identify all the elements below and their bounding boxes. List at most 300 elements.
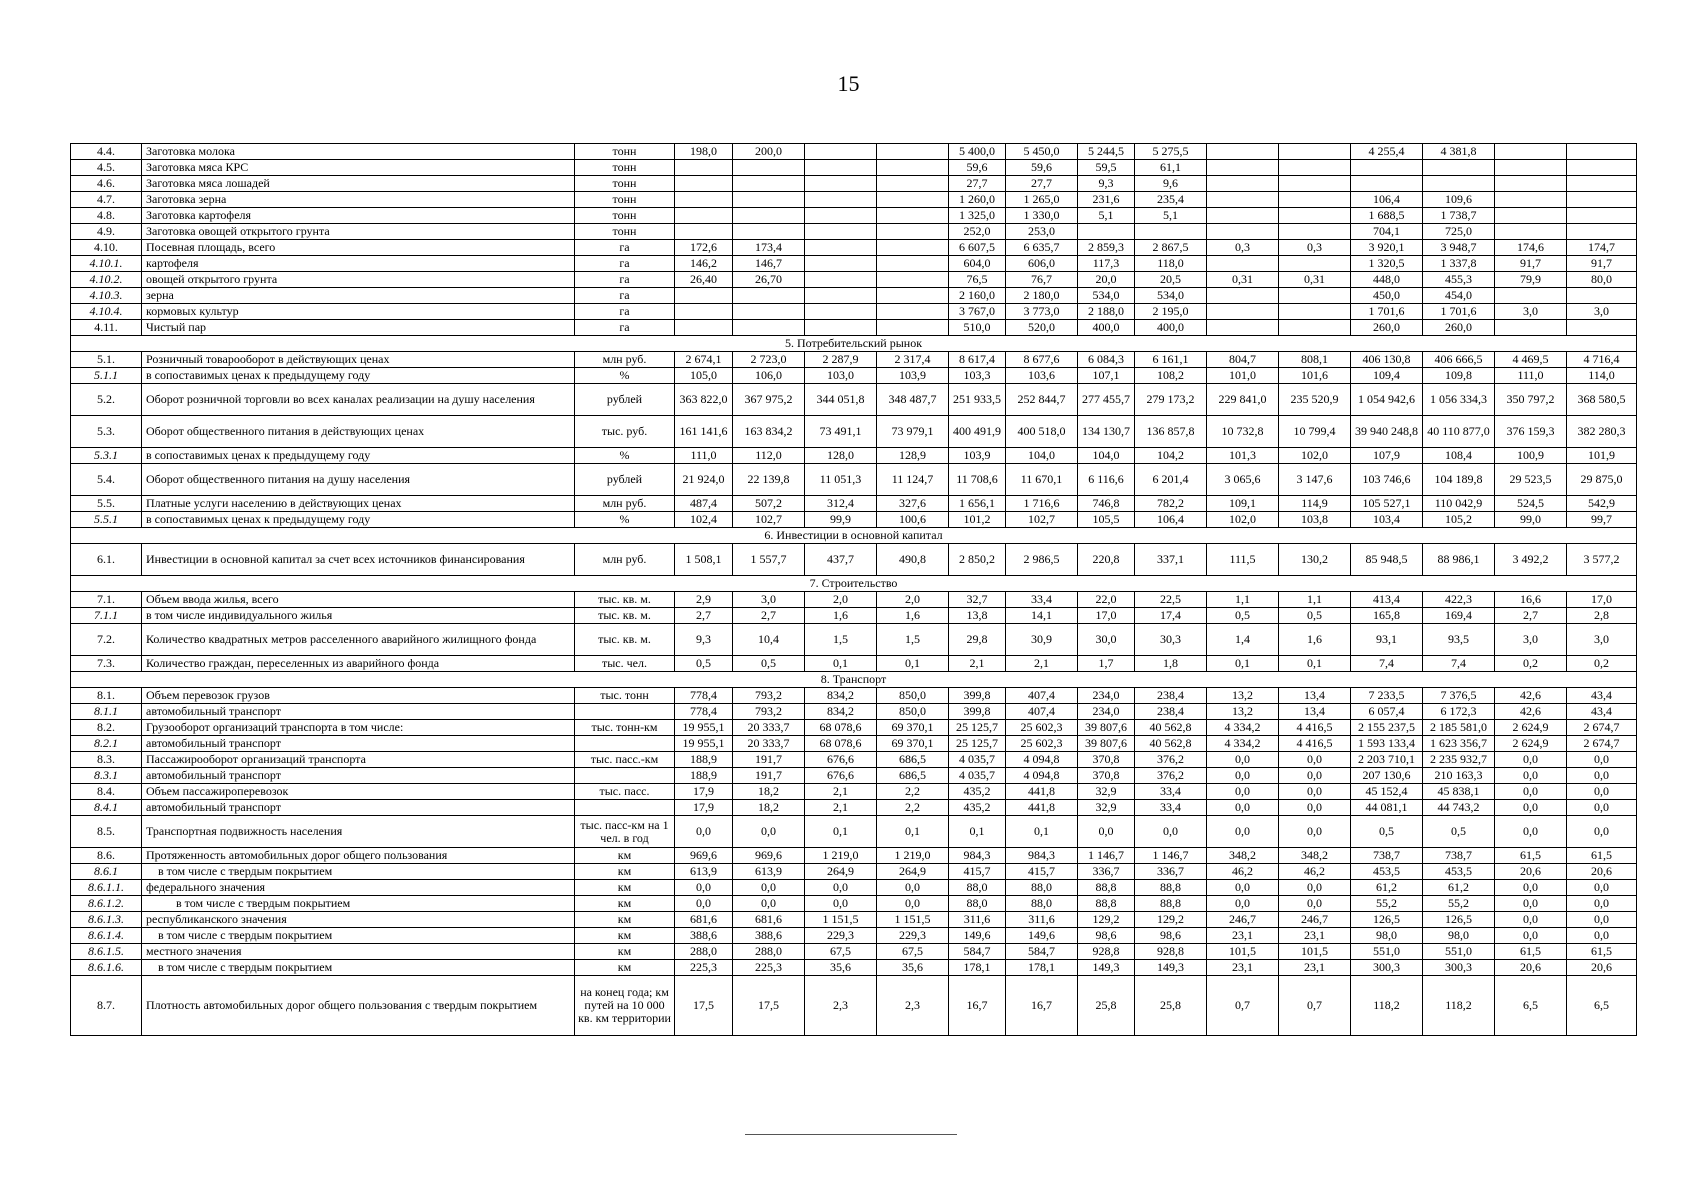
value-cell: 0,0 — [1207, 896, 1279, 912]
value-cell: 2 160,0 — [949, 288, 1006, 304]
unit-cell: тонн — [575, 176, 675, 192]
value-cell: 450,0 — [1351, 288, 1423, 304]
unit-cell: км — [575, 864, 675, 880]
value-cell: 0,31 — [1207, 272, 1279, 288]
value-cell: 0,5 — [1423, 816, 1495, 848]
indicator-name: Плотность автомобильных дорог общего пользования с твердым покрытием — [142, 976, 575, 1036]
section-header-row — [71, 672, 1637, 688]
row-number: 8.6.1.5. — [71, 944, 142, 960]
value-cell: 61,5 — [1567, 848, 1637, 864]
unit-cell: тонн — [575, 224, 675, 240]
value-cell: 0,7 — [1207, 976, 1279, 1036]
value-cell: 778,4 — [675, 704, 733, 720]
unit-cell — [575, 768, 675, 784]
row-number: 8.6.1.2. — [71, 896, 142, 912]
value-cell — [1495, 208, 1567, 224]
value-cell: 29 523,5 — [1495, 464, 1567, 496]
value-cell: 407,4 — [1006, 688, 1078, 704]
value-cell: 0,0 — [1567, 816, 1637, 848]
value-cell — [1495, 192, 1567, 208]
value-cell: 32,9 — [1078, 784, 1135, 800]
value-cell: 42,6 — [1495, 688, 1567, 704]
value-cell: 1 151,5 — [877, 912, 949, 928]
table-row — [71, 848, 1637, 864]
indicator-name: в сопоставимых ценах к предыдущему году — [142, 512, 575, 528]
value-cell: 1,8 — [1135, 656, 1207, 672]
value-cell: 106,0 — [733, 368, 805, 384]
value-cell: 793,2 — [733, 704, 805, 720]
unit-cell: тонн — [575, 192, 675, 208]
value-cell: 264,9 — [805, 864, 877, 880]
value-cell — [1567, 208, 1637, 224]
value-cell: 13,8 — [949, 608, 1006, 624]
value-cell: 2,1 — [805, 784, 877, 800]
value-cell: 3,0 — [1567, 304, 1637, 320]
value-cell: 376 159,3 — [1495, 416, 1567, 448]
value-cell: 454,0 — [1423, 288, 1495, 304]
value-cell: 229,3 — [877, 928, 949, 944]
value-cell: 23,1 — [1207, 960, 1279, 976]
value-cell: 55,2 — [1423, 896, 1495, 912]
value-cell: 746,8 — [1078, 496, 1135, 512]
value-cell: 45 152,4 — [1351, 784, 1423, 800]
value-cell: 2 235 932,7 — [1423, 752, 1495, 768]
value-cell: 1 265,0 — [1006, 192, 1078, 208]
value-cell: 448,0 — [1351, 272, 1423, 288]
value-cell: 76,7 — [1006, 272, 1078, 288]
value-cell: 928,8 — [1078, 944, 1135, 960]
unit-cell: га — [575, 304, 675, 320]
value-cell — [805, 288, 877, 304]
value-cell: 834,2 — [805, 688, 877, 704]
value-cell: 0,0 — [1567, 768, 1637, 784]
value-cell: 7,4 — [1351, 656, 1423, 672]
value-cell — [675, 176, 733, 192]
value-cell: 102,0 — [1279, 448, 1351, 464]
value-cell: 676,6 — [805, 752, 877, 768]
value-cell: 1,6 — [805, 608, 877, 624]
value-cell: 101,0 — [1207, 368, 1279, 384]
indicator-name: Инвестиции в основной капитал за счет всех источников финансирования — [142, 544, 575, 576]
value-cell: 69 370,1 — [877, 720, 949, 736]
value-cell: 1 146,7 — [1078, 848, 1135, 864]
value-cell: 260,0 — [1351, 320, 1423, 336]
value-cell: 0,0 — [733, 896, 805, 912]
value-cell: 149,6 — [1006, 928, 1078, 944]
value-cell: 188,9 — [675, 752, 733, 768]
unit-cell: тонн — [575, 144, 675, 160]
value-cell: 46,2 — [1279, 864, 1351, 880]
value-cell: 104,0 — [1006, 448, 1078, 464]
value-cell: 0,0 — [1279, 880, 1351, 896]
value-cell: 61,5 — [1495, 944, 1567, 960]
value-cell: 551,0 — [1423, 944, 1495, 960]
value-cell: 149,6 — [949, 928, 1006, 944]
value-cell: 613,9 — [733, 864, 805, 880]
value-cell: 2 624,9 — [1495, 720, 1567, 736]
value-cell: 288,0 — [675, 944, 733, 960]
value-cell — [1135, 224, 1207, 240]
value-cell: 0,0 — [1567, 784, 1637, 800]
value-cell: 231,6 — [1078, 192, 1135, 208]
value-cell: 1 508,1 — [675, 544, 733, 576]
value-cell: 406 130,8 — [1351, 352, 1423, 368]
value-cell: 25,8 — [1135, 976, 1207, 1036]
value-cell: 20 333,7 — [733, 720, 805, 736]
value-cell: 101,9 — [1567, 448, 1637, 464]
value-cell — [805, 160, 877, 176]
value-cell: 99,0 — [1495, 512, 1567, 528]
unit-cell: га — [575, 320, 675, 336]
value-cell: 103,4 — [1351, 512, 1423, 528]
value-cell — [1495, 176, 1567, 192]
value-cell: 5,1 — [1135, 208, 1207, 224]
row-number: 8.6.1.6. — [71, 960, 142, 976]
table-row — [71, 656, 1637, 672]
indicator-name: Заготовка зерна — [142, 192, 575, 208]
value-cell: 4 255,4 — [1351, 144, 1423, 160]
row-number: 7.1. — [71, 592, 142, 608]
value-cell — [1495, 160, 1567, 176]
value-cell: 39 940 248,8 — [1351, 416, 1423, 448]
value-cell: 6 057,4 — [1351, 704, 1423, 720]
value-cell: 510,0 — [949, 320, 1006, 336]
value-cell — [1495, 320, 1567, 336]
value-cell: 2,8 — [1567, 608, 1637, 624]
value-cell — [1423, 176, 1495, 192]
value-cell: 42,6 — [1495, 704, 1567, 720]
section-header-row — [71, 528, 1637, 544]
value-cell: 17,4 — [1135, 608, 1207, 624]
value-cell: 23,1 — [1207, 928, 1279, 944]
value-cell: 17,0 — [1567, 592, 1637, 608]
value-cell: 382 280,3 — [1567, 416, 1637, 448]
value-cell: 2,7 — [675, 608, 733, 624]
value-cell: 88,8 — [1078, 896, 1135, 912]
row-number: 8.2.1 — [71, 736, 142, 752]
value-cell: 2,9 — [675, 592, 733, 608]
value-cell: 524,5 — [1495, 496, 1567, 512]
value-cell: 2 986,5 — [1006, 544, 1078, 576]
table-row — [71, 976, 1637, 1036]
unit-cell: тыс. пасс.-км — [575, 752, 675, 768]
value-cell: 246,7 — [1207, 912, 1279, 928]
unit-cell: км — [575, 944, 675, 960]
table-row — [71, 368, 1637, 384]
unit-cell: км — [575, 880, 675, 896]
value-cell: 4 716,4 — [1567, 352, 1637, 368]
value-cell: 3,0 — [1567, 624, 1637, 656]
value-cell: 7,4 — [1423, 656, 1495, 672]
row-number: 5.2. — [71, 384, 142, 416]
value-cell: 0,1 — [877, 816, 949, 848]
value-cell: 3 948,7 — [1423, 240, 1495, 256]
value-cell: 487,4 — [675, 496, 733, 512]
value-cell: 163 834,2 — [733, 416, 805, 448]
value-cell: 336,7 — [1135, 864, 1207, 880]
unit-cell: тонн — [575, 160, 675, 176]
value-cell: 542,9 — [1567, 496, 1637, 512]
value-cell: 109,8 — [1423, 368, 1495, 384]
value-cell: 311,6 — [949, 912, 1006, 928]
value-cell: 103,6 — [1006, 368, 1078, 384]
value-cell: 93,1 — [1351, 624, 1423, 656]
indicator-name: Оборот общественного питания в действующих ценах — [142, 416, 575, 448]
value-cell: 2 195,0 — [1135, 304, 1207, 320]
value-cell: 103,9 — [949, 448, 1006, 464]
value-cell: 104 189,8 — [1423, 464, 1495, 496]
value-cell: 2,1 — [805, 800, 877, 816]
value-cell: 126,5 — [1351, 912, 1423, 928]
value-cell: 117,3 — [1078, 256, 1135, 272]
value-cell: 453,5 — [1423, 864, 1495, 880]
value-cell — [1567, 224, 1637, 240]
unit-cell: тыс. тонн-км — [575, 720, 675, 736]
value-cell: 67,5 — [877, 944, 949, 960]
indicator-name: в том числе с твердым покрытием — [142, 960, 575, 976]
value-cell — [877, 160, 949, 176]
value-cell: 161 141,6 — [675, 416, 733, 448]
value-cell: 279 173,2 — [1135, 384, 1207, 416]
value-cell: 1 701,6 — [1351, 304, 1423, 320]
value-cell: 2,7 — [1495, 608, 1567, 624]
value-cell — [1279, 304, 1351, 320]
unit-cell: рублей — [575, 384, 675, 416]
value-cell: 0,0 — [1078, 816, 1135, 848]
value-cell: 100,9 — [1495, 448, 1567, 464]
value-cell: 32,9 — [1078, 800, 1135, 816]
value-cell: 0,0 — [1279, 800, 1351, 816]
value-cell: 61,1 — [1135, 160, 1207, 176]
value-cell: 108,4 — [1423, 448, 1495, 464]
value-cell: 0,0 — [877, 896, 949, 912]
value-cell: 422,3 — [1423, 592, 1495, 608]
value-cell: 551,0 — [1351, 944, 1423, 960]
value-cell: 39 807,6 — [1078, 720, 1135, 736]
indicator-name: Транспортная подвижность населения — [142, 816, 575, 848]
value-cell: 400,0 — [1135, 320, 1207, 336]
value-cell: 370,8 — [1078, 752, 1135, 768]
value-cell: 415,7 — [1006, 864, 1078, 880]
value-cell: 584,7 — [1006, 944, 1078, 960]
value-cell: 238,4 — [1135, 704, 1207, 720]
value-cell: 0,0 — [1567, 928, 1637, 944]
section-title: 8. Транспорт — [71, 672, 1637, 688]
value-cell: 1,5 — [877, 624, 949, 656]
table-row — [71, 784, 1637, 800]
value-cell: 6 607,5 — [949, 240, 1006, 256]
value-cell: 146,2 — [675, 256, 733, 272]
value-cell: 604,0 — [949, 256, 1006, 272]
value-cell: 453,5 — [1351, 864, 1423, 880]
value-cell: 39 807,6 — [1078, 736, 1135, 752]
value-cell: 2,2 — [877, 800, 949, 816]
value-cell — [877, 192, 949, 208]
value-cell: 102,0 — [1207, 512, 1279, 528]
value-cell: 0,0 — [1567, 896, 1637, 912]
value-cell: 178,1 — [949, 960, 1006, 976]
table-row — [71, 464, 1637, 496]
value-cell: 43,4 — [1567, 704, 1637, 720]
value-cell: 200,0 — [733, 144, 805, 160]
value-cell: 778,4 — [675, 688, 733, 704]
value-cell: 27,7 — [949, 176, 1006, 192]
value-cell: 7 376,5 — [1423, 688, 1495, 704]
value-cell — [805, 176, 877, 192]
row-number: 4.10.4. — [71, 304, 142, 320]
table-row — [71, 944, 1637, 960]
value-cell: 13,4 — [1279, 688, 1351, 704]
value-cell: 6 201,4 — [1135, 464, 1207, 496]
value-cell: 109,4 — [1351, 368, 1423, 384]
value-cell: 234,0 — [1078, 688, 1135, 704]
table-body — [71, 144, 1637, 1036]
value-cell: 101,2 — [949, 512, 1006, 528]
value-cell: 413,4 — [1351, 592, 1423, 608]
value-cell — [1279, 288, 1351, 304]
value-cell: 69 370,1 — [877, 736, 949, 752]
value-cell: 1 330,0 — [1006, 208, 1078, 224]
value-cell — [877, 272, 949, 288]
value-cell — [733, 304, 805, 320]
value-cell: 88,0 — [949, 880, 1006, 896]
value-cell: 88,8 — [1135, 896, 1207, 912]
value-cell: 22,0 — [1078, 592, 1135, 608]
value-cell — [877, 240, 949, 256]
value-cell: 29,8 — [949, 624, 1006, 656]
value-cell: 0,1 — [805, 816, 877, 848]
indicator-name: Объем пассажироперевозок — [142, 784, 575, 800]
unit-cell — [575, 736, 675, 752]
value-cell: 407,4 — [1006, 704, 1078, 720]
value-cell: 25 125,7 — [949, 720, 1006, 736]
value-cell: 91,7 — [1495, 256, 1567, 272]
value-cell — [805, 256, 877, 272]
table-row — [71, 352, 1637, 368]
value-cell: 0,0 — [1207, 800, 1279, 816]
value-cell: 336,7 — [1078, 864, 1135, 880]
value-cell: 235 520,9 — [1279, 384, 1351, 416]
value-cell: 13,2 — [1207, 688, 1279, 704]
value-cell: 1 219,0 — [805, 848, 877, 864]
value-cell: 704,1 — [1351, 224, 1423, 240]
section-title: 6. Инвестиции в основной капитал — [71, 528, 1637, 544]
unit-cell: км — [575, 928, 675, 944]
value-cell — [733, 208, 805, 224]
value-cell: 114,0 — [1567, 368, 1637, 384]
table-row — [71, 624, 1637, 656]
value-cell: 0,2 — [1495, 656, 1567, 672]
value-cell: 99,9 — [805, 512, 877, 528]
value-cell: 21 924,0 — [675, 464, 733, 496]
indicator-name: в том числе с твердым покрытием — [142, 928, 575, 944]
value-cell: 681,6 — [675, 912, 733, 928]
value-cell: 534,0 — [1135, 288, 1207, 304]
row-number: 7.3. — [71, 656, 142, 672]
value-cell: 10,4 — [733, 624, 805, 656]
value-cell: 76,5 — [949, 272, 1006, 288]
value-cell: 111,0 — [675, 448, 733, 464]
value-cell: 1,5 — [805, 624, 877, 656]
value-cell: 101,5 — [1207, 944, 1279, 960]
value-cell: 6 635,7 — [1006, 240, 1078, 256]
value-cell — [1279, 320, 1351, 336]
value-cell — [877, 304, 949, 320]
value-cell: 25 125,7 — [949, 736, 1006, 752]
unit-cell: на конец года; км путей на 10 000 кв. км территории — [575, 976, 675, 1036]
value-cell: 0,1 — [877, 656, 949, 672]
table-row — [71, 176, 1637, 192]
value-cell: 406 666,5 — [1423, 352, 1495, 368]
unit-cell: га — [575, 272, 675, 288]
value-cell — [1567, 176, 1637, 192]
value-cell: 252 844,7 — [1006, 384, 1078, 416]
value-cell: 1 656,1 — [949, 496, 1006, 512]
row-number: 8.3. — [71, 752, 142, 768]
value-cell: 1 337,8 — [1423, 256, 1495, 272]
unit-cell: га — [575, 240, 675, 256]
value-cell — [1207, 192, 1279, 208]
value-cell: 106,4 — [1351, 192, 1423, 208]
indicator-name: Платные услуги населению в действующих ценах — [142, 496, 575, 512]
row-number: 8.6.1 — [71, 864, 142, 880]
value-cell: 8 677,6 — [1006, 352, 1078, 368]
value-cell: 2,1 — [949, 656, 1006, 672]
unit-cell: тыс. кв. м. — [575, 624, 675, 656]
value-cell — [805, 320, 877, 336]
value-cell: 368 580,5 — [1567, 384, 1637, 416]
value-cell — [1207, 176, 1279, 192]
value-cell: 348,2 — [1279, 848, 1351, 864]
value-cell: 17,0 — [1078, 608, 1135, 624]
value-cell: 4 035,7 — [949, 768, 1006, 784]
value-cell: 2 723,0 — [733, 352, 805, 368]
value-cell: 4 469,5 — [1495, 352, 1567, 368]
value-cell: 103,9 — [877, 368, 949, 384]
value-cell: 984,3 — [949, 848, 1006, 864]
unit-cell: млн руб. — [575, 544, 675, 576]
table-row — [71, 688, 1637, 704]
value-cell: 33,4 — [1006, 592, 1078, 608]
value-cell: 400 491,9 — [949, 416, 1006, 448]
row-number: 4.10.1. — [71, 256, 142, 272]
value-cell: 0,0 — [1495, 768, 1567, 784]
value-cell: 246,7 — [1279, 912, 1351, 928]
value-cell: 16,7 — [949, 976, 1006, 1036]
table-row — [71, 928, 1637, 944]
value-cell: 969,6 — [675, 848, 733, 864]
value-cell — [877, 320, 949, 336]
value-cell: 348 487,7 — [877, 384, 949, 416]
value-cell: 3,0 — [733, 592, 805, 608]
row-number: 8.1. — [71, 688, 142, 704]
value-cell: 114,9 — [1279, 496, 1351, 512]
row-number: 5.3. — [71, 416, 142, 448]
value-cell: 2 317,4 — [877, 352, 949, 368]
value-cell — [1567, 192, 1637, 208]
value-cell: 88,8 — [1078, 880, 1135, 896]
indicator-name: автомобильный транспорт — [142, 800, 575, 816]
value-cell — [1207, 320, 1279, 336]
value-cell: 25,8 — [1078, 976, 1135, 1036]
row-number: 5.4. — [71, 464, 142, 496]
value-cell: 1,4 — [1207, 624, 1279, 656]
value-cell — [675, 304, 733, 320]
table-row — [71, 512, 1637, 528]
indicator-name: Объем перевозок грузов — [142, 688, 575, 704]
unit-cell: тыс. кв. м. — [575, 608, 675, 624]
value-cell: 437,7 — [805, 544, 877, 576]
